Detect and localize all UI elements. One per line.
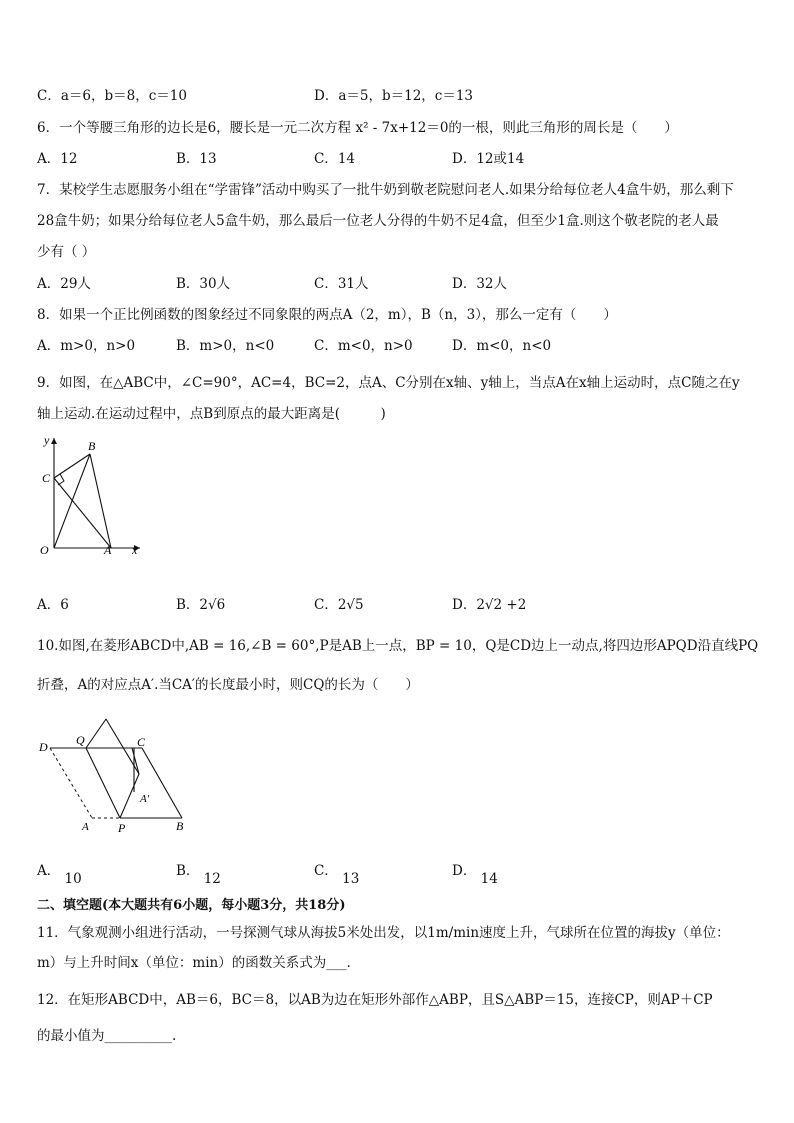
q9-line-2: 轴上运动.在运动过程中，点B到原点的最大距离是( ) — [37, 406, 386, 422]
q11-line-2: m）与上升时间x（单位：min）的函数关系式为___. — [37, 955, 351, 971]
option-value: 14 — [480, 871, 498, 887]
q10-option-a — [37, 859, 82, 887]
q7-line-2: 28盒牛奶；如果分给每位老人5盒牛奶，那么最后一位老人分得的牛奶不足4盒，但至少1盒.则这个敬老院的老人最 — [37, 213, 719, 229]
option-letter: A． — [37, 863, 61, 879]
option-letter: D． — [452, 863, 477, 879]
q9-figure — [36, 432, 156, 562]
option-letter: C． — [314, 863, 338, 879]
q8-option-d: D．m<0，n<0 — [452, 338, 552, 354]
q6-stem: 6．一个等腰三角形的边长是6，腰长是一元二次方程 x² - 7x+12＝0的一根，则此三角形的周长是（ ） — [37, 120, 678, 136]
q12-line-2: 的最小值为__________. — [37, 1028, 177, 1044]
q12-line-1: 12．在矩形ABCD中，AB＝6，BC＝8，以AB为边在矩形外部作△ABP，且S△ABP＝15，连接CP，则AP＋CP — [37, 992, 713, 1008]
segment-ba — [90, 454, 111, 548]
folded-edge-a1p — [120, 774, 139, 818]
label-b: B — [176, 819, 184, 833]
q9-option-d: D．2√2 +2 — [452, 597, 527, 613]
option-letter: B． — [176, 863, 200, 879]
q7-line-3: 少有（ ） — [37, 244, 96, 260]
option-value: 12 — [203, 871, 221, 887]
q6-option-d: D．12或14 — [452, 151, 525, 167]
q9-option-c: C．2√5 — [314, 597, 364, 613]
segment-ca1 — [132, 748, 139, 774]
option-value: 13 — [342, 871, 360, 887]
label-p: P — [118, 821, 126, 835]
segment-ca — [54, 478, 111, 548]
q5-option-c: C．a＝6，b＝8，c＝10 — [37, 88, 187, 104]
edge-cb — [142, 748, 182, 818]
q10-figure — [36, 716, 196, 838]
q8-option-c: C．m<0，n>0 — [314, 338, 413, 354]
q7-option-c: C．31人 — [314, 276, 369, 292]
label-x: x — [132, 543, 138, 557]
section-2-heading: 二、填空题(本大题共有6小题，每小题3分，共18分) — [37, 898, 346, 913]
q10-line-1: 10.如图,在菱形ABCD中,AB = 16,∠B = 60°,P是AB上一点，BP = 10，Q是CD边上一动点,将四边形APQD沿直线PQ — [37, 638, 759, 654]
label-q: Q — [76, 733, 85, 747]
label-a-prime: A′ — [140, 793, 150, 805]
q8-option-b: B．m>0，n<0 — [176, 338, 275, 354]
q7-option-a: A．29人 — [37, 276, 91, 292]
label-y: y — [44, 433, 50, 447]
label-o: O — [40, 543, 49, 557]
y-axis-arrow — [51, 438, 57, 444]
option-value: 10 — [64, 871, 82, 887]
label-b: B — [88, 439, 96, 453]
segment-ob — [54, 454, 90, 548]
q10-line-2: 折叠，A的对应点A′.当CA′的长度最小时，则CQ的长为（ ） — [37, 677, 419, 693]
q9-option-b: B．2√6 — [176, 597, 226, 613]
q5-option-d: D．a＝5，b＝12，c＝13 — [314, 88, 474, 104]
q6-option-a: A．12 — [37, 151, 78, 167]
label-c: C — [137, 735, 146, 749]
segment-cb — [54, 454, 90, 478]
q6-option-b: B．13 — [176, 151, 217, 167]
q8-stem: 8．如果一个正比例函数的图象经过不同象限的两点A（2，m），B（n，3），那么一定有（ ） — [37, 307, 617, 323]
q7-line-1: 7．某校学生志愿服务小组在“学雷锋”活动中购买了一批牛奶到敬老院慰问老人.如果分给每位老人4盒牛奶，那么剩下 — [37, 182, 734, 198]
q7-option-b: B．30人 — [176, 276, 231, 292]
q9-line-1: 9．如图，在△ABC中，∠C=90°，AC=4，BC=2，点A、C分别在x轴、y轴上，当点A在x轴上运动时，点C随之在y — [37, 375, 740, 391]
label-a: A — [82, 821, 89, 833]
q11-line-1: 11．气象观测小组进行活动，一号探测气球从海拔5米处出发，以1m/min速度上升，气球所在位置的海拔y（单位： — [37, 925, 730, 941]
q10-option-d — [452, 859, 498, 887]
q7-option-d: D．32人 — [452, 276, 508, 292]
q9-option-a: A．6 — [37, 597, 69, 613]
label-c: C — [42, 471, 51, 485]
q10-option-c — [314, 859, 360, 887]
q10-option-b — [176, 859, 221, 887]
label-a: A — [104, 543, 112, 557]
folded-edge-q — [86, 719, 106, 748]
q8-option-a: A．m>0，n>0 — [37, 338, 136, 354]
fold-line-pq — [86, 748, 120, 818]
label-d: D — [39, 740, 48, 754]
edge-da-dashed — [50, 748, 92, 818]
q6-option-c: C．14 — [314, 151, 356, 167]
